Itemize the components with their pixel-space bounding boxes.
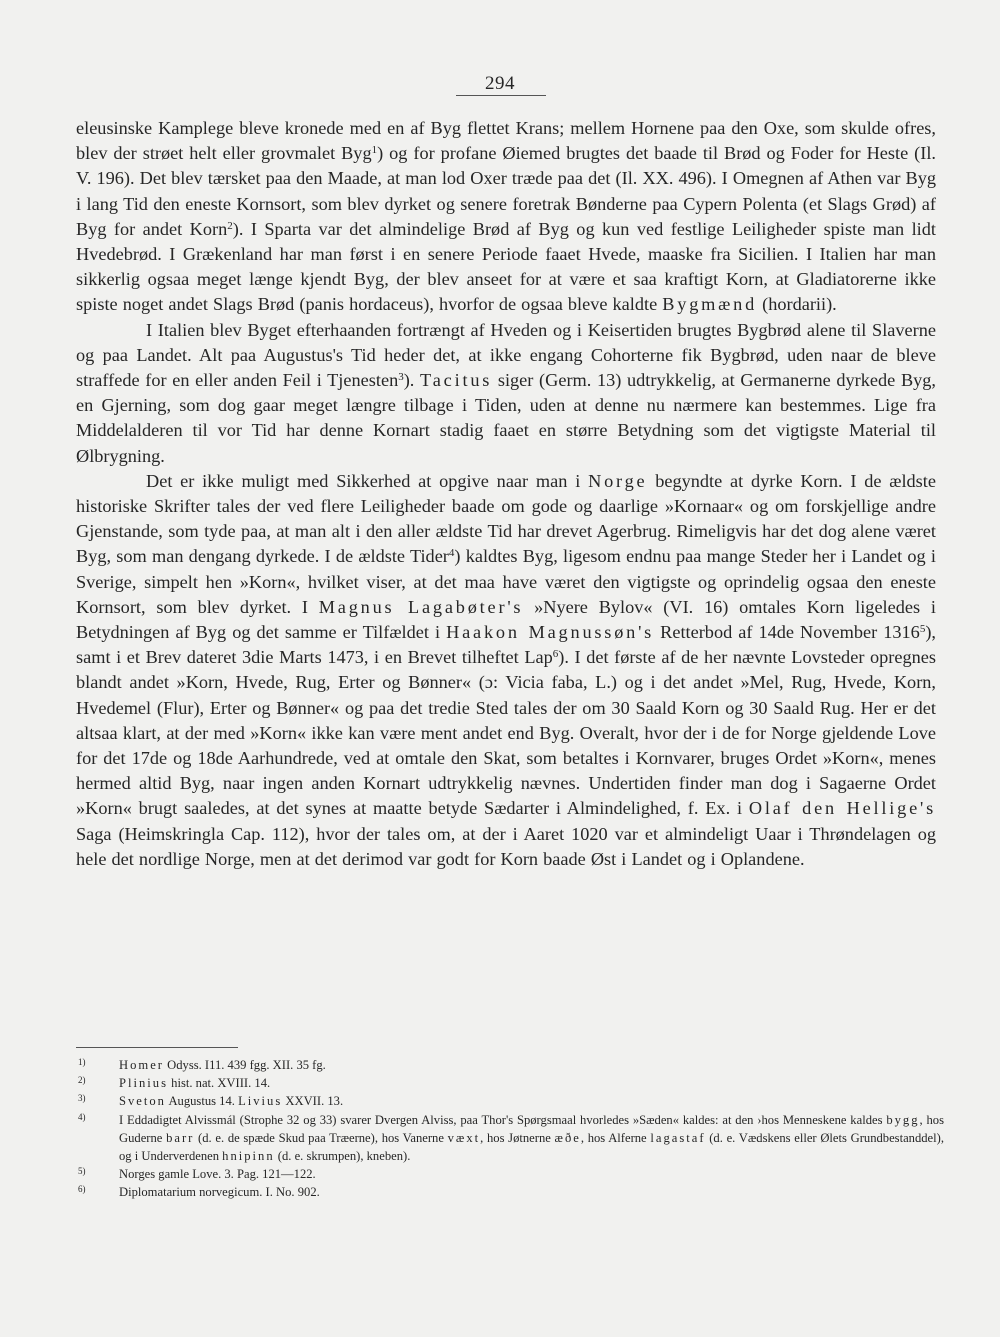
footnote	[76, 1165, 944, 1183]
spaced-name: barr	[166, 1130, 195, 1145]
text-run: (d. e. de spæde Skud paa Træerne), hos Vanerne	[194, 1130, 448, 1145]
text-run: XXVII. 13.	[282, 1094, 344, 1109]
spaced-name: væxt	[447, 1130, 481, 1145]
text-run: siger (Germ. 13) udtrykkelig, at Germanerne dyrkede Byg, en Gjerning, som dog gaar meget længre tilbage i Tiden, uden at denne nu nærmere kan bestemmes. Lige fra Middelalderen til vor Tid har denne Kornart stadig faaet en større Betydning som det vigtigste Material til Ølbrygning.	[76, 370, 936, 466]
page-number-rule	[456, 95, 546, 96]
spaced-name: Magnus Lagabøter's	[318, 596, 524, 617]
text-run: ) kaldtes Byg, ligesom endnu paa mange Steder her i Landet og i Sverige, simpelt hen »Korn«, hvilket viser, at det maa have været den vigtigste og oprindelig ogsaa den eneste Kornsort, som blev dyrket. I	[76, 546, 936, 617]
footnote-mark: 5)	[78, 1166, 86, 1177]
text-run: Retterbod af 14de November 1316	[654, 622, 920, 643]
text-run: , hos Guderne	[119, 1112, 944, 1145]
text-run: , hos Alferne	[580, 1130, 651, 1145]
text-run: , hos Jøtnerne	[480, 1130, 555, 1145]
text-run: Augustus 14.	[165, 1094, 239, 1109]
footnote-ref: 4	[448, 547, 455, 560]
footnote-separator	[76, 1047, 238, 1048]
spaced-name: Sveton	[119, 1094, 166, 1109]
footnote-mark: 2)	[78, 1075, 86, 1086]
text-run: begyndte at dyrke Korn. I de ældste historiske Skrifter tales der ved flere Leiligheder baade om gode og daarlige »Kornaar« og om forskjellige andre Gjenstande, som tyde paa, at man alt i den aller ældste Tid har drevet Agerbrug. Rimeligvis har det dog alene været Byg, som man dengang dyrkede. I de ældste Tider	[76, 470, 936, 567]
footnote-ref: 2	[227, 219, 233, 232]
text-run: Det er ikke muligt med Sikkerhed at opgive naar man i	[146, 470, 589, 491]
footnotes	[76, 1056, 944, 1202]
footnote	[76, 1056, 944, 1074]
footnote	[76, 1183, 944, 1201]
footnote-ref: 6	[552, 648, 559, 661]
spaced-name: Norge	[588, 470, 648, 491]
text-run: hist. nat. XVIII. 14.	[168, 1076, 271, 1091]
spaced-name: hnipinn	[222, 1149, 275, 1164]
spaced-name: Plinius	[119, 1076, 168, 1091]
footnote	[76, 1092, 944, 1110]
page-number: 294	[485, 73, 515, 94]
text-run: Diplomatarium norvegicum. I. No. 902.	[119, 1185, 320, 1200]
spaced-name: bygg	[886, 1112, 920, 1127]
text-run: (hordarii).	[757, 294, 837, 315]
spaced-name: Homer	[119, 1058, 164, 1072]
footnote-mark: 3)	[78, 1093, 86, 1104]
text-run: Norges gamle Love. 3. Pag. 121—122.	[119, 1167, 316, 1182]
text-run: (d. e. Vædskens eller Ølets Grundbestanddel), og i Underverdenen	[119, 1130, 944, 1164]
footnote-mark: 1)	[78, 1057, 86, 1067]
text-run: ). I det første af de her nævnte Lovsteder opregnes blandt andet »Korn, Hvede, Rug, Erter og Bønner« (ɔ: Vicia faba, L.) og i det andet »Mel, Rug, Hvede, Korn, Hvedemel (Flur), Erter og Bønner« og paa det tredie Sted tales der om 30 Saald Korn og 30 Saald Rug. Her er det altsaa klart, at der med »Korn« ikke kan være ment andet end Byg. Overalt, hvor der i de for Norge gjeldende Love for det 17de og 18de Aarhundrede, ved at omtale den Skat, som betaltes i Kornvarer, bruges Ordet »Korn«, menes hermed altid Byg, naar ingen anden Kornart udtrykkelig nævnes. Undertiden finder man dog i Sagaerne Ordet »Korn« brugt saaledes, at det synes at maatte betyde Sædarter i Almindelighed, f. Ex. i	[76, 647, 936, 819]
paragraph-p1	[76, 116, 936, 318]
spaced-name: Livius	[238, 1094, 283, 1109]
footnote-ref: 3	[398, 371, 404, 384]
spaced-name: æðe	[554, 1130, 581, 1145]
paragraph-p3	[76, 469, 936, 872]
text-run: eleusinske Kamplege bleve kronede med en af Byg flettet Krans; mellem Hornene paa den Oxe, som skulde ofres, blev der strøet helt eller grovmalet Byg	[76, 118, 936, 164]
footnote-ref: 1	[371, 144, 378, 157]
text-run: ), samt i et Brev dateret 3die Marts 1473, i en Brevet tilheftet Lap	[76, 622, 936, 668]
footnote-mark: 6)	[78, 1184, 86, 1195]
text-run: »Nyere Bylov« (VI. 16) omtales Korn ligeledes i Betydningen af Byg og det samme er Tilfældet i	[76, 596, 936, 643]
footnote-ref: 5	[919, 623, 926, 636]
footnote-mark: 4)	[78, 1111, 86, 1122]
footnote	[76, 1111, 944, 1166]
spaced-name: lagastaf	[650, 1130, 706, 1145]
spaced-name: Tacitus	[420, 370, 493, 391]
paragraph-p2	[76, 318, 936, 469]
footnote	[76, 1074, 944, 1092]
text-run: I Italien blev Byget efterhaanden fortrængt af Hveden og i Keisertiden brugtes Bygbrød alene til Slaverne og paa Landet. Alt paa Augustus's Tid heder det, at ikke engang Cohorterne fik Bygbrød, uden naar de bleve straffede for en eller anden Feil i Tjenesten	[76, 319, 936, 391]
text-run: ).	[403, 370, 421, 391]
text-run: ) og for profane Øiemed brugtes det baade til Brød og Foder for Heste (Il. V. 196). Det blev tærsket paa den Maade, at man lod Oxer træde paa det (Il. XX. 496). I Omegnen af Athen var Byg i lang Tid den eneste Kornsort, som blev dyrket og senere foretrak Bønderne paa Cypern Polenta (et Slags Grød) af Byg for andet Korn	[76, 143, 936, 239]
body-text	[76, 116, 936, 872]
spaced-name: Olaf den Hellige's	[748, 798, 936, 819]
text-run: Saga (Heimskringla Cap. 112), hvor der tales om, at der i Aaret 1020 var et almindeligt Uaar i Thrøndelagen og hele det nordlige Norge, men at det derimod var godt for Korn baade Øst i Landet og i Oplandene.	[76, 823, 936, 869]
text-run: Odyss. I11. 439 fgg. XII. 35 fg.	[163, 1058, 326, 1072]
text-run: ). I Sparta var det almindelige Brød af Byg og kun ved festlige Leiligheder spiste man lidt Hvedebrød. I Grækenland har man først i en senere Periode faaet Hvede, maaske fra Sicilien. I Italien har man sikkerlig ogsaa meget længe kjendt Byg, der blev anseet for at være et saa kraftigt Korn, at Gladiatorerne ikke spiste noget andet Slags Brød (panis hordaceus), hvorfor de ogsaa bleve kaldte	[76, 218, 936, 315]
spaced-name: Bygmænd	[662, 294, 758, 315]
spaced-name: Haakon Magnussøn's	[446, 622, 655, 643]
text-run: I Eddadigtet Alvissmál (Strophe 32 og 33) svarer Dvergen Alviss, paa Thor's Spørgsmaal hvorledes »Sæden« kaldes: at den ›hos Menneskene kaldes	[119, 1112, 887, 1127]
text-run: (d. e. skrumpen), kneben).	[274, 1149, 411, 1164]
